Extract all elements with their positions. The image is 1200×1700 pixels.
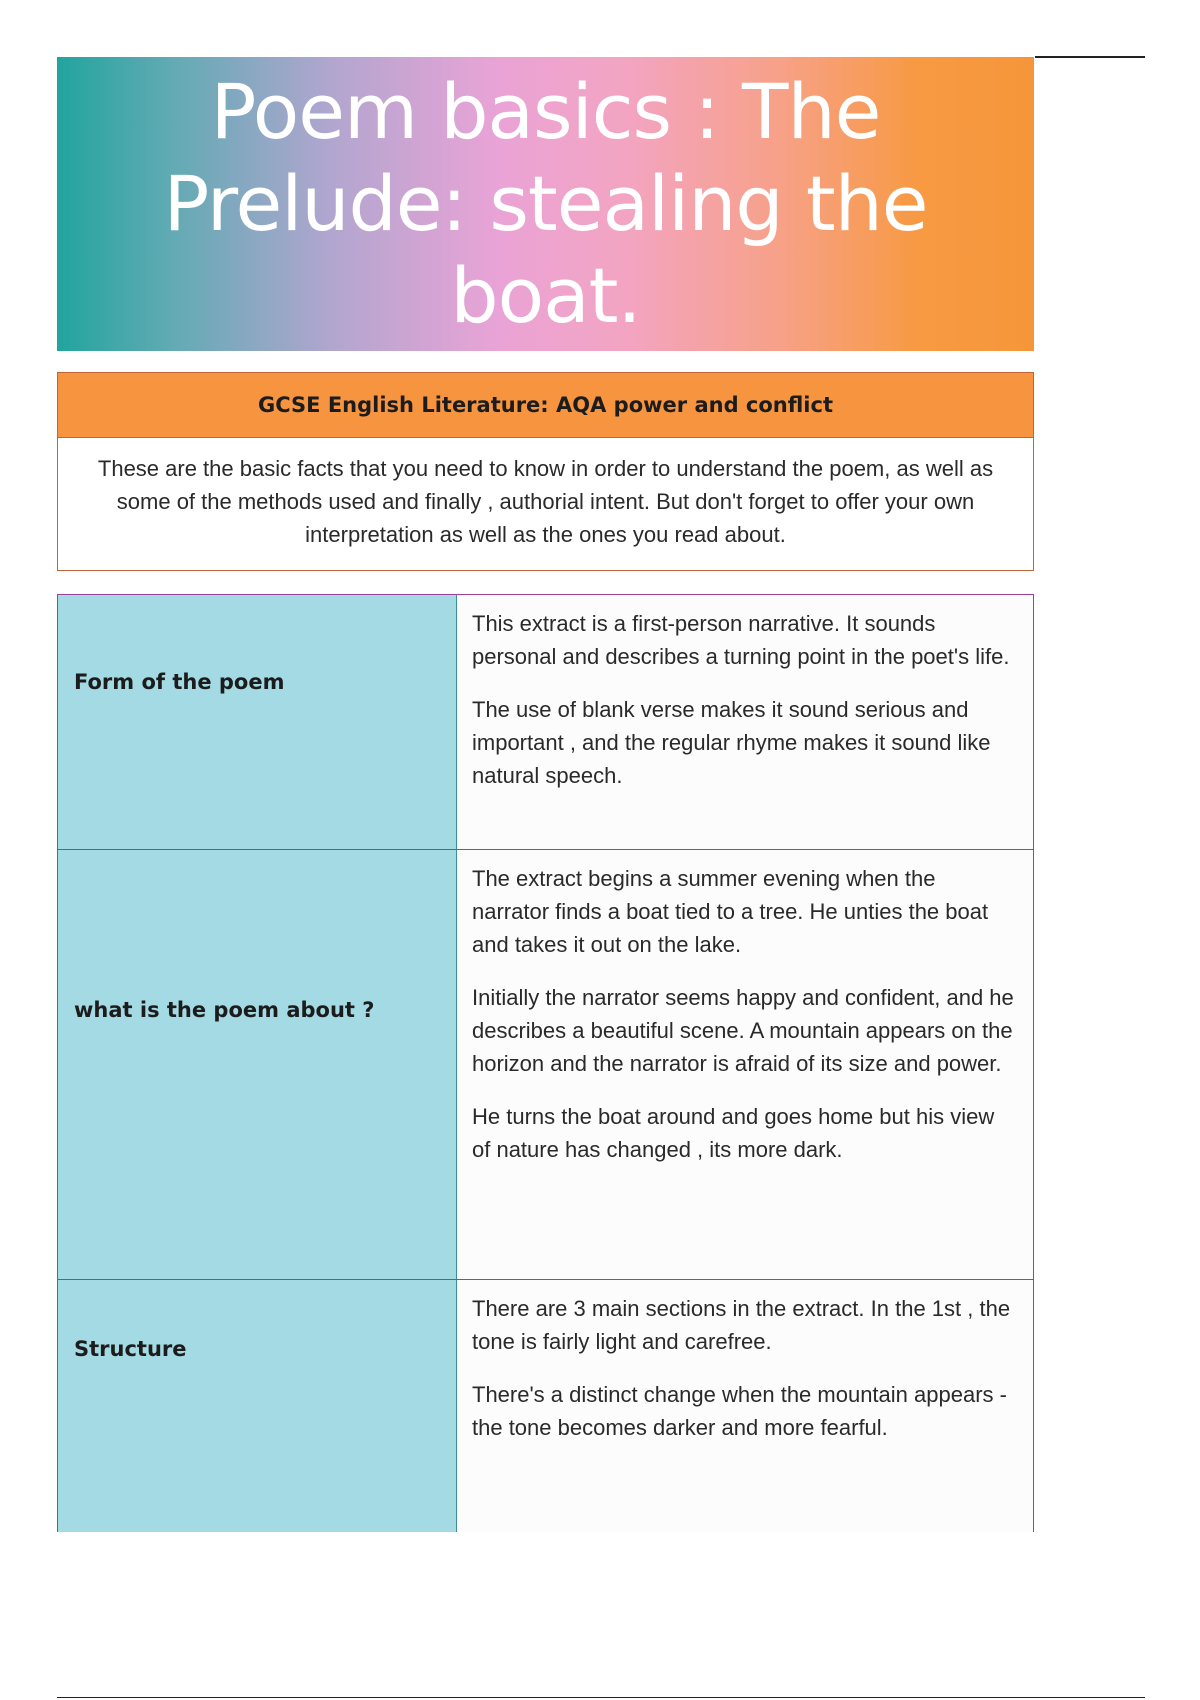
row-label: what is the poem about ? bbox=[58, 850, 457, 1280]
row-paragraph: The extract begins a summer evening when the narrator finds a boat tied to a tree. He unties the boat and takes it out on the lake. bbox=[472, 865, 989, 957]
table-row-about bbox=[58, 850, 1033, 1281]
bottom-rule bbox=[57, 1697, 1145, 1698]
info-box bbox=[57, 372, 1034, 571]
row-paragraph: This extract is a first-person narrative. It sounds personal and describes a turning point in the poet's life. bbox=[472, 611, 1010, 669]
table-row-structure bbox=[58, 1280, 1033, 1532]
row-paragraph: Initially the narrator seems happy and confident, and he describes a beautiful scene. A mountain appears on the horizon and the narrator is afraid of its size and power. bbox=[472, 984, 1014, 1076]
page-title: Poem basics : The Prelude: stealing the boat. bbox=[163, 67, 928, 340]
subject-header: GCSE English Literature: AQA power and conflict bbox=[58, 373, 1033, 438]
row-paragraph: He turns the boat around and goes home but his view of nature has changed , its more dark. bbox=[472, 1103, 995, 1162]
row-content bbox=[457, 1280, 1033, 1532]
row-content bbox=[457, 595, 1033, 849]
row-label: Structure bbox=[58, 1280, 457, 1532]
row-paragraph: There's a distinct change when the mountain appears - the tone becomes darker and more fearful. bbox=[472, 1382, 1007, 1441]
row-paragraph: The use of blank verse makes it sound serious and important , and the regular rhyme makes it sound like natural speech. bbox=[472, 697, 991, 788]
row-content bbox=[457, 850, 1033, 1280]
row-paragraph: There are 3 main sections in the extract. In the 1st , the tone is fairly light and carefree. bbox=[472, 1296, 1011, 1355]
row-label: Form of the poem bbox=[58, 595, 457, 849]
table-row-form bbox=[58, 595, 1033, 850]
intro-text: These are the basic facts that you need to know in order to understand the poem, as well as some of the methods used and finally , authorial intent. But don't forget to offer your own interpretation as well as the ones you read about. bbox=[97, 456, 994, 547]
facts-table bbox=[57, 594, 1034, 1532]
title-banner bbox=[57, 57, 1034, 351]
top-rule bbox=[1035, 56, 1145, 58]
